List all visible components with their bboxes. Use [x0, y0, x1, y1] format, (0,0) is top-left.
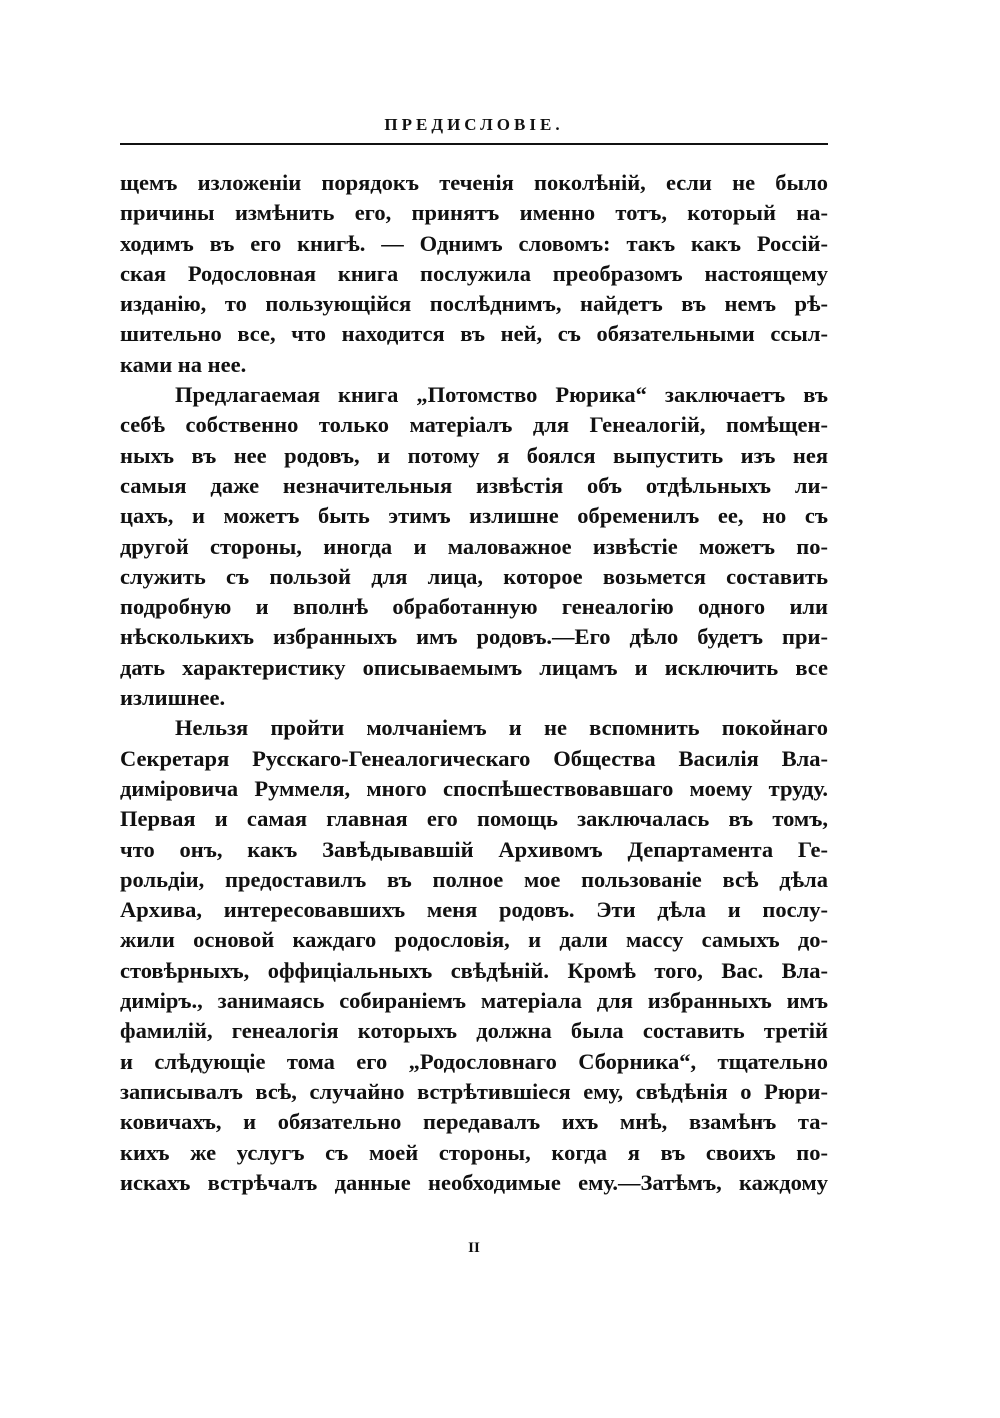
text-line: диміровича Руммеля, много споспѣшествовавшаго моему труду.	[120, 775, 828, 801]
text-line: ская Родословная книга послужила преобразомъ настоящему	[120, 260, 828, 286]
paragraph-2	[120, 380, 828, 713]
body-text	[120, 168, 828, 1198]
text-line: искахъ встрѣчалъ данные необходимые ему.—Затѣмъ, каждому	[120, 1169, 828, 1195]
text-line: ходимъ въ его книгѣ. — Однимъ словомъ: такъ какъ Россій-	[120, 230, 828, 256]
text-line: кихъ же услугъ съ моей стороны, когда я въ своихъ по-	[120, 1139, 828, 1165]
text-line: Секретаря Русскаго-Генеалогическаго Общества Василія Вла-	[120, 745, 828, 771]
text-line: изданію, то пользующійся послѣднимъ, найдетъ въ немъ рѣ-	[120, 291, 828, 317]
text-line: дать характеристику описываемымъ лицамъ и исключить все	[120, 654, 828, 680]
text-line: другой стороны, иногда и маловажное извѣстіе можетъ по-	[120, 533, 828, 559]
text-line: цахъ, и можетъ быть этимъ излишне обременилъ ее, но съ	[120, 503, 828, 529]
text-line: щемъ изложеніи порядокъ теченія поколѣній, если не было	[120, 170, 828, 195]
text-line: самыя даже незначительныя извѣстія объ отдѣльныхъ ли-	[120, 472, 828, 498]
text-line: нѣсколькихъ избранныхъ имъ родовъ.—Его дѣло будетъ при-	[120, 624, 828, 650]
text-line: Архива, интересовавшихъ меня родовъ. Эти дѣла и послу-	[120, 897, 828, 923]
paragraph-1	[120, 168, 828, 380]
text-line: ками на нее.	[120, 351, 247, 377]
text-line: Нельзя пройти молчаніемъ и не вспомнить покойнаго	[175, 715, 828, 741]
text-line: подробную и вполнѣ обработанную генеалогію одного или	[120, 594, 828, 620]
page-number: II	[468, 1240, 480, 1256]
running-title: ПРЕДИСЛОВІЕ.	[384, 115, 564, 134]
paragraph-3	[120, 713, 828, 1198]
header-rule	[120, 143, 828, 145]
text-line: жили основой каждаго родословія, и дали массу самыхъ до-	[120, 927, 828, 953]
text-line: шительно все, что находится въ ней, съ обязательными ссыл-	[120, 321, 828, 347]
text-line: стовѣрныхъ, оффиціальныхъ свѣдѣній. Кромѣ того, Вас. Вла-	[120, 957, 828, 983]
text-line: фамилій, генеалогія которыхъ должна была составить третій	[120, 1018, 828, 1044]
text-line: записывалъ всѣ, случайно встрѣтившіеся ему, свѣдѣнія о Рюри-	[120, 1078, 828, 1104]
text-line: ныхъ въ нее родовъ, и потому я боялся выпустить изъ нея	[120, 442, 828, 468]
text-line: рольдіи, предоставилъ въ полное мое пользованіе всѣ дѣла	[120, 866, 828, 892]
text-line: диміръ., занимаясь собираніемъ матеріала для избранныхъ имъ	[120, 988, 828, 1014]
text-line: Предлагаемая книга „Потомство Рюрика“ заключаетъ въ	[175, 382, 828, 408]
text-line: ковичахъ, и обязательно передавалъ ихъ мнѣ, взамѣнъ та-	[120, 1109, 828, 1135]
text-line: причины измѣнить его, принятъ именно тотъ, который на-	[120, 200, 828, 226]
text-line: что онъ, какъ Завѣдывавшій Архивомъ Департамента Ге-	[120, 836, 828, 862]
text-line: излишнее.	[120, 685, 226, 711]
text-line: служить съ пользой для лица, которое возьмется составить	[120, 563, 828, 589]
text-line: Первая и самая главная его помощь заключалась въ томъ,	[120, 806, 828, 832]
text-line: себѣ собственно только матеріалъ для Генеалогій, помѣщен-	[120, 412, 828, 438]
text-line: и слѣдующіе тома его „Родословнаго Сборника“, тщательно	[120, 1048, 828, 1074]
